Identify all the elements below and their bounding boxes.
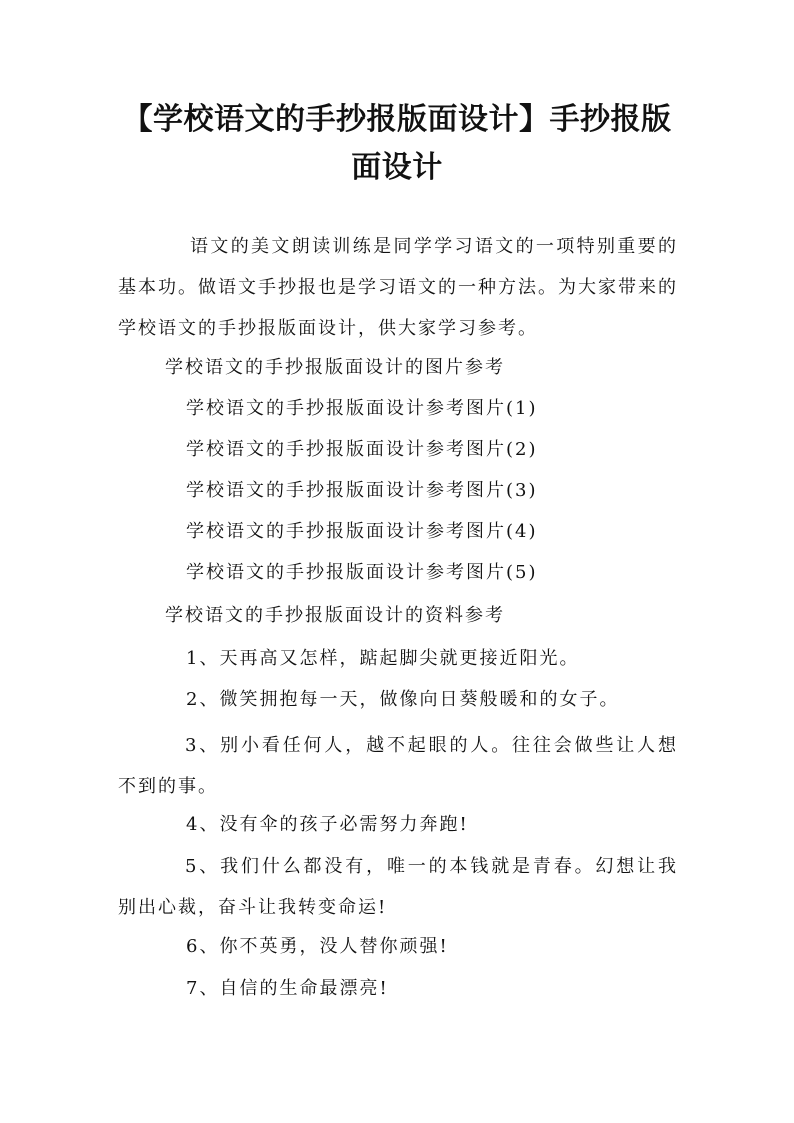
quote-item: 2、微笑拥抱每一天，做像向日葵般暖和的女子。 xyxy=(186,689,620,710)
quote-item: 1、天再高又怎样，踮起脚尖就更接近阳光。 xyxy=(186,648,580,669)
quote-item: 4、没有伞的孩子必需努力奔跑! xyxy=(186,814,469,835)
intro-paragraph: 语文的美文朗读训练是同学学习语文的一项特别重要的基本功。做语文手抄报也是学习语文的一种方法。为大家带来的学校语文的手抄报版面设计，供大家学习参考。 xyxy=(118,236,678,339)
image-reference-item: 学校语文的手抄报版面设计参考图片(5) xyxy=(186,562,538,583)
quote-item: 7、自信的生命最漂亮! xyxy=(186,978,389,999)
quote-item: 5、我们什么都没有，唯一的本钱就是青春。幻想让我别出心裁，奋斗让我转变命运! xyxy=(118,856,678,918)
section-heading-materials: 学校语文的手抄报版面设计的资料参考 xyxy=(165,605,505,626)
image-reference-item: 学校语文的手抄报版面设计参考图片(4) xyxy=(186,521,538,542)
image-reference-item: 学校语文的手抄报版面设计参考图片(2) xyxy=(186,439,538,460)
quote-item: 3、别小看任何人，越不起眼的人。往往会做些让人想不到的事。 xyxy=(118,735,678,797)
image-reference-item: 学校语文的手抄报版面设计参考图片(1) xyxy=(186,398,538,419)
quote-item: 6、你不英勇，没人替你顽强! xyxy=(186,936,449,957)
document-title: 【学校语文的手抄报版面设计】手抄报版面设计 xyxy=(122,102,672,185)
image-reference-item: 学校语文的手抄报版面设计参考图片(3) xyxy=(186,480,538,501)
section-heading-images: 学校语文的手抄报版面设计的图片参考 xyxy=(165,357,505,378)
